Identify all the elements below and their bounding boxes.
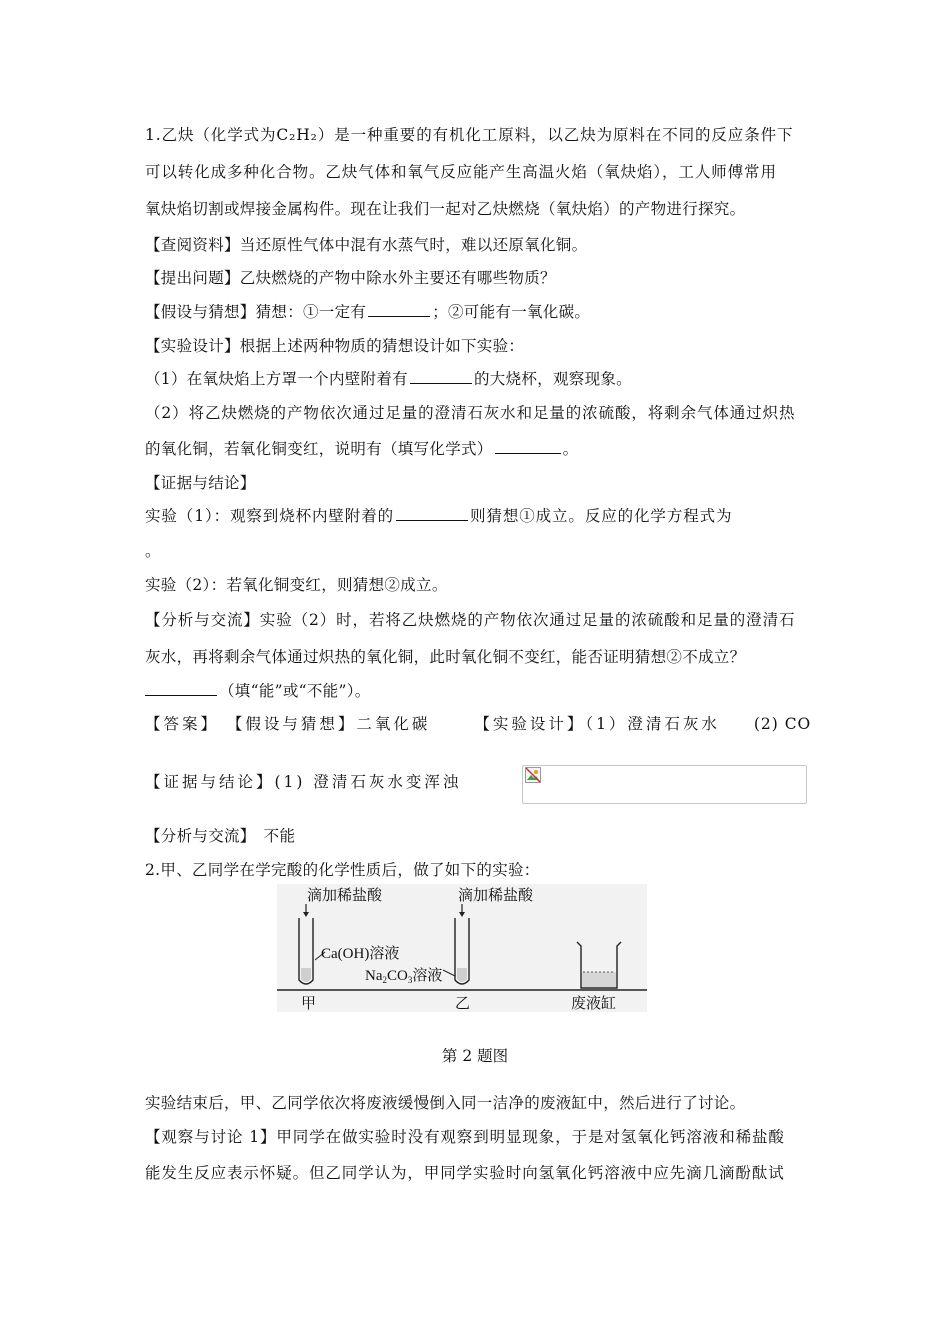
fill-blank-4[interactable]	[396, 506, 468, 521]
q1-analysis-end	[145, 681, 810, 701]
q1-analysis-end-text: （填“能”或“不能”）。	[219, 682, 371, 700]
q1-section-evidence: 【证据与结论】	[145, 474, 256, 492]
q1-step1-text-b: 的大烧杯，观察现象。	[473, 370, 632, 388]
equation-image-placeholder	[522, 765, 807, 804]
label-solution-b-post: 溶液	[412, 968, 443, 984]
q1-line-3: 氧炔焰切割或焊接金属构件。现在让我们一起对乙炔燃烧（氧炔焰）的产物进行探究。	[145, 200, 746, 218]
q2-line-1: 2.甲、乙同学在学完酸的化学性质后，做了如下的实验：	[145, 861, 540, 879]
figure-caption: 第 2 题图	[441, 1047, 509, 1065]
q2-line-2: 实验结束后，甲、乙同学依次将废液缓慢倒入同一洁净的废液缸中，然后进行了讨论。	[145, 1094, 746, 1112]
label-solution-b-sub2: 3	[407, 975, 413, 985]
fill-blank-2[interactable]	[410, 369, 472, 384]
label-waste: 废液缸	[571, 996, 617, 1012]
answer-line-2: 【证据与结论】(1) 澄清石灰水变浑浊	[145, 773, 462, 791]
q1-step2-text-a: 的氧化铜，若氧化铜变红，说明有（填写化学式）	[145, 440, 493, 458]
q1-hypothesis-text-b: ；②可能有一氧化碳。	[432, 303, 591, 321]
q1-design-step-2-cont	[145, 439, 810, 459]
q2-line-3: 【观察与讨论 1】甲同学在做实验时没有观察到明显现象，于是对氢氧化钙溶液和稀盐酸	[145, 1128, 785, 1146]
q1-design-step-1	[145, 369, 810, 389]
q1-evidence-1-end: 。	[145, 542, 161, 560]
q1-line-2: 可以转化成多种化合物。乙炔气体和氧气反应能产生高温火焰（氧炔焰），工人师傅常用	[145, 163, 777, 181]
q1-design-step-2: （2）将乙炔燃烧的产物依次通过足量的澄清石灰水和足量的浓硫酸，将剩余气体通过炽热	[145, 404, 796, 422]
q1-evidence-1	[145, 506, 810, 526]
q1-evidence1-text-a: 实验（1）：观察到烧杯内壁附着的	[145, 507, 395, 525]
q1-evidence-2: 实验（2）：若氧化铜变红，则猜想②成立。	[145, 576, 448, 594]
q1-analysis-cont: 灰水，再将剩余气体通过炽热的氧化铜，此时氧化铜不变红，能否证明猜想②不成立？	[145, 648, 746, 666]
label-solution-a: Ca(OH)溶液	[321, 946, 400, 962]
q1-evidence1-text-b: 则猜想①成立。反应的化学方程式为	[470, 507, 733, 525]
q2-line-4: 能发生反应表示怀疑。但乙同学认为，甲同学实验时向氢氧化钙溶液中应先滴几滴酚酞试	[145, 1164, 785, 1182]
q1-line-1: 1.乙炔（化学式为C₂H₂）是一种重要的有机化工原料，以乙炔为原料在不同的反应条件下	[145, 126, 794, 144]
broken-image-icon	[525, 767, 541, 783]
q1-step1-text-a: （1）在氧炔焰上方罩一个内壁附着有	[145, 370, 408, 388]
answer-hypothesis: 【答案】 【假设与猜想】二氧化碳	[145, 715, 431, 733]
label-solution-b-mid: CO	[387, 968, 408, 984]
label-solution-b-sub1: 2	[382, 975, 387, 985]
fill-blank-1[interactable]	[368, 302, 430, 317]
label-a: 甲	[301, 996, 317, 1012]
fill-blank-3[interactable]	[495, 439, 561, 454]
q1-section-hypothesis	[145, 302, 810, 322]
q1-step2-text-b: 。	[562, 440, 579, 458]
answer-design-2: (2) CO	[753, 715, 812, 733]
label-drop-a: 滴加稀盐酸	[307, 888, 383, 904]
fill-blank-5[interactable]	[145, 681, 217, 696]
label-drop-b: 滴加稀盐酸	[458, 888, 534, 904]
q1-section-design: 【实验设计】根据上述两种物质的猜想设计如下实验：	[145, 337, 525, 355]
q1-section-question: 【提出问题】乙炔燃烧的产物中除水外主要还有哪些物质？	[145, 269, 556, 287]
answer-line-1	[145, 714, 810, 734]
q1-section-analysis: 【分析与交流】实验（2）时，若将乙炔燃烧的产物依次通过足量的浓硫酸和足量的澄清石	[145, 611, 796, 629]
q1-section-reference: 【查阅资料】当还原性气体中混有水蒸气时，难以还原氧化铜。	[145, 236, 588, 254]
answer-design-1: 【实验设计】（1）澄清石灰水	[474, 715, 720, 733]
q1-hypothesis-text-a: 【假设与猜想】猜想：①一定有	[145, 303, 367, 321]
label-b: 乙	[455, 996, 471, 1012]
answer-line-3: 【分析与交流】 不能	[145, 827, 296, 845]
label-solution-b	[365, 966, 442, 985]
q2-experiment-figure	[277, 884, 647, 1012]
label-solution-b-pre: Na	[365, 968, 383, 984]
